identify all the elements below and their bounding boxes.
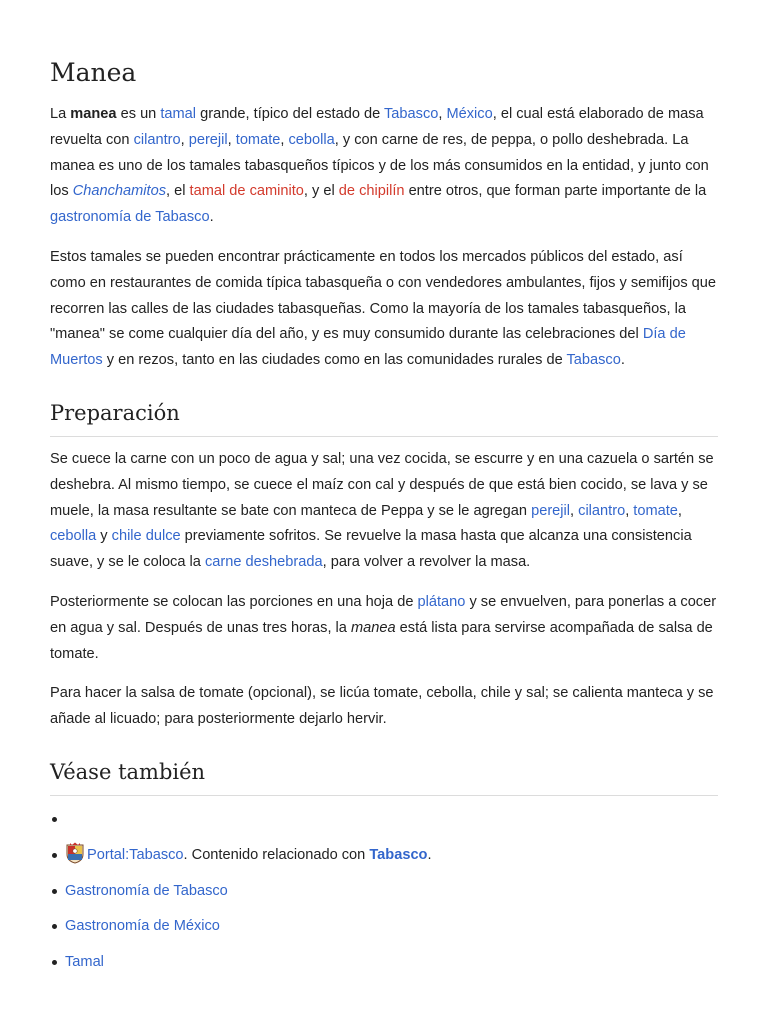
text: . bbox=[427, 846, 432, 863]
link-cilantro[interactable]: cilantro bbox=[578, 502, 626, 519]
text: Se cuece la carne con un poco de agua y sal; una vez cocida, se escurre y en una cazuela o sartén se deshebra. Al mismo tiempo, se cuece el maíz con cal y después de que está bien cocido, se lava y se muele, la masa resultante se bate con manteca de Peppa y se le agregan bbox=[50, 450, 714, 519]
link-dia-de-muertos[interactable]: Día de Muertos bbox=[50, 326, 686, 369]
text: Para hacer la salsa de tomate (opcional), se licúa tomate, cebolla, chile y sal; se calienta manteca y se añade al licuado; para posteriormente dejarlo hervir. bbox=[50, 685, 714, 728]
redlink-tamal-de-caminito[interactable]: tamal de caminito bbox=[189, 183, 304, 200]
heading-preparacion: Preparación bbox=[50, 396, 718, 437]
text: entre otros, que forman parte importante de la bbox=[404, 183, 707, 200]
text: . bbox=[209, 209, 214, 226]
text: y en rezos, tanto en las ciudades como en las comunidades rurales de bbox=[102, 352, 567, 369]
link-tomate[interactable]: tomate bbox=[633, 502, 678, 519]
text: , bbox=[227, 131, 236, 148]
link-mexico[interactable]: México bbox=[446, 106, 493, 122]
article-content bbox=[50, 52, 718, 985]
link-gastronomia-de-mexico[interactable]: Gastronomía de México bbox=[65, 918, 220, 935]
coat-of-arms-icon[interactable] bbox=[65, 842, 85, 864]
text: Posteriormente se colocan las porciones en una hoja de bbox=[50, 593, 418, 610]
link-chile-dulce[interactable]: chile dulce bbox=[111, 528, 181, 545]
preparacion-paragraph-2 bbox=[50, 590, 718, 667]
link-tamal[interactable]: Tamal bbox=[65, 954, 104, 971]
text: , bbox=[180, 131, 189, 148]
text: es un bbox=[116, 106, 161, 122]
link-tabasco[interactable]: Tabasco bbox=[384, 106, 439, 122]
text: , bbox=[570, 502, 579, 519]
intro-paragraph-1 bbox=[50, 102, 718, 231]
link-tomate[interactable]: tomate bbox=[235, 131, 281, 148]
text: , y con carne de res, de peppa, o pollo deshebrada. La manea es uno de los tamales tabasqueños típicos y de los más consumidos en la entidad, y junto con los bbox=[50, 131, 709, 200]
text: , para volver a revolver la masa. bbox=[322, 554, 531, 571]
list-item bbox=[65, 913, 718, 939]
redlink-de-chipilin[interactable]: de chipilín bbox=[338, 183, 405, 200]
page-title: Manea bbox=[50, 58, 137, 87]
text: , bbox=[280, 131, 289, 148]
link-portal-tabasco[interactable]: Portal:Tabasco bbox=[87, 846, 184, 863]
preparacion-paragraph-1 bbox=[50, 447, 718, 576]
text: , bbox=[677, 502, 682, 519]
text: La bbox=[50, 106, 71, 122]
text: , el cual está elaborado de masa revuelta con bbox=[50, 106, 704, 148]
link-tamal[interactable]: tamal bbox=[160, 106, 197, 122]
text: . bbox=[620, 352, 625, 369]
link-gastronomia-de-tabasco[interactable]: gastronomía de Tabasco bbox=[50, 209, 210, 226]
list-item-portal bbox=[65, 842, 718, 868]
see-also-list bbox=[50, 806, 718, 975]
link-cebolla[interactable]: cebolla bbox=[50, 528, 97, 545]
text: y se envuelven, para ponerlas a cocer en agua y sal. Después de unas tres horas, la bbox=[50, 593, 717, 636]
text: previamente sofritos. Se revuelve la masa hasta que alcanza una consistencia suave, y se le coloca la bbox=[50, 528, 692, 571]
text: Estos tamales se pueden encontrar prácticamente en todos los mercados públicos del estado, así como en restaurantes de comida típica tabasqueña o con vendedores ambulantes, fijos y semifijos que recorren las calles de las ciudades tabasqueñas. Como la mayoría de los tamales tabasqueños, la "manea" se come cualquier día del año, y es muy consumido durante las celebraciones del bbox=[50, 248, 717, 343]
link-tabasco-bold[interactable]: Tabasco bbox=[369, 846, 428, 863]
text: grande, típico del estado de bbox=[196, 106, 385, 122]
link-chanchamitos[interactable]: Chanchamitos bbox=[72, 183, 167, 200]
link-gastronomia-de-tabasco[interactable]: Gastronomía de Tabasco bbox=[65, 882, 228, 899]
text: . Contenido relacionado con bbox=[183, 846, 370, 863]
link-cilantro[interactable]: cilantro bbox=[133, 131, 181, 148]
preparacion-paragraph-3 bbox=[50, 681, 718, 733]
link-platano[interactable]: plátano bbox=[417, 593, 466, 610]
text: está lista para servirse acompañada de salsa de tomate. bbox=[50, 619, 713, 662]
heading-vease-tambien: Véase también bbox=[50, 755, 718, 796]
text: , bbox=[625, 502, 634, 519]
link-tabasco[interactable]: Tabasco bbox=[566, 352, 621, 369]
bold-term: manea bbox=[70, 106, 117, 122]
text: , y el bbox=[303, 183, 339, 200]
italic-term: manea bbox=[350, 619, 396, 636]
text: , el bbox=[166, 183, 190, 200]
text: y bbox=[96, 528, 112, 545]
link-perejil[interactable]: perejil bbox=[188, 131, 228, 148]
list-item bbox=[65, 949, 718, 975]
link-cebolla[interactable]: cebolla bbox=[288, 131, 335, 148]
link-perejil[interactable]: perejil bbox=[531, 502, 571, 519]
list-item-empty bbox=[65, 806, 718, 832]
list-item bbox=[65, 878, 718, 904]
intro-paragraph-2 bbox=[50, 245, 718, 374]
link-carne-deshebrada[interactable]: carne deshebrada bbox=[204, 554, 323, 571]
text: , bbox=[438, 106, 447, 122]
